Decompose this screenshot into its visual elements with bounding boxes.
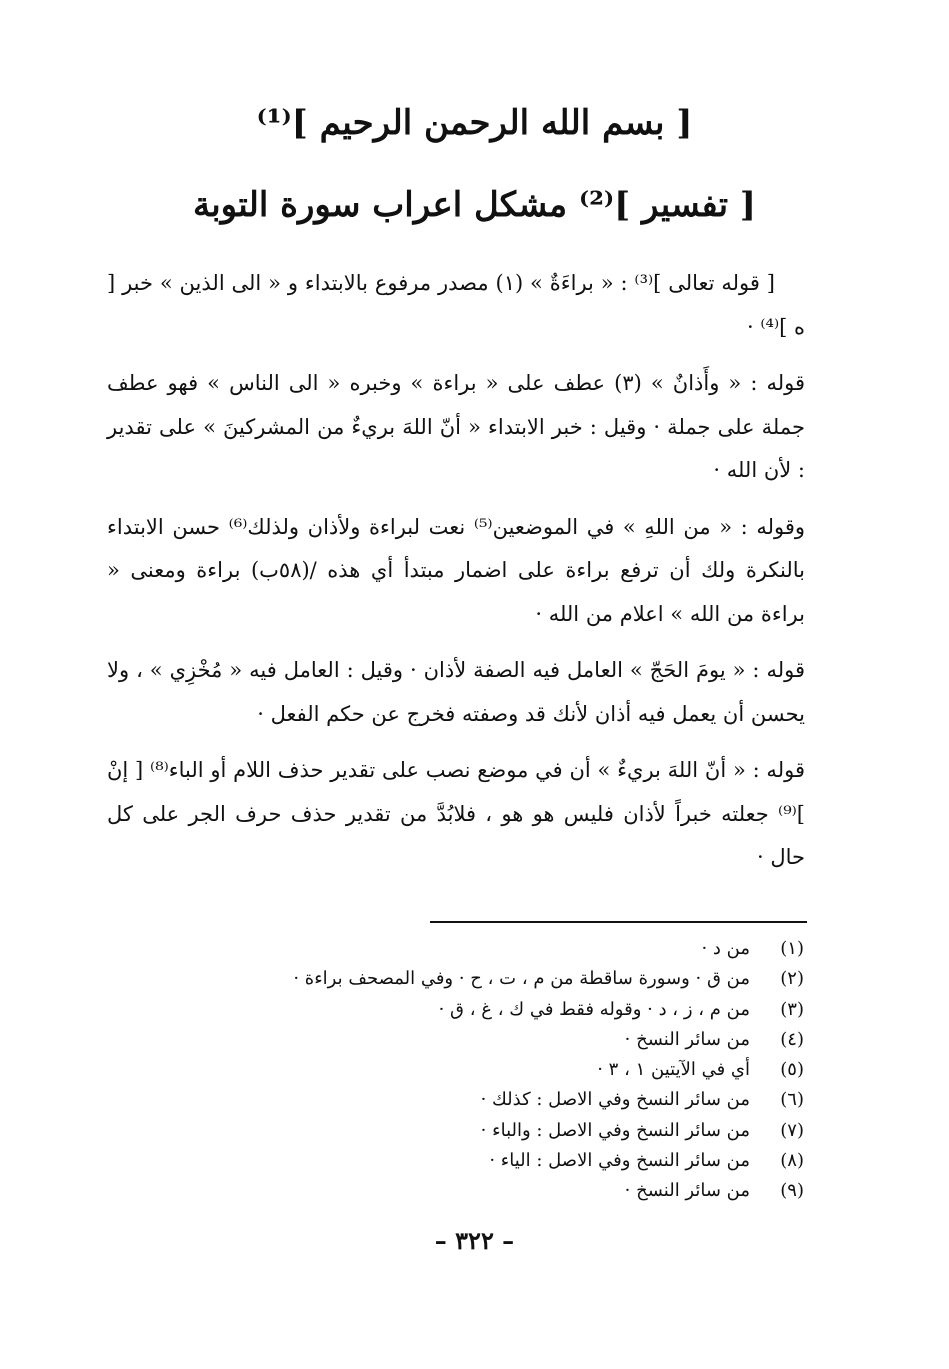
footnote-text: من د ·: [701, 938, 750, 959]
paragraph: قوله : « يومَ الحَجّ » العامل فيه الصفة لأذان · وقيل : العامل فيه « مُخْزِي » ، ولا يحسن أن يعمل فيه أذان لأنك قد وصفته فخرج عن حكم الفعل ·: [107, 658, 805, 726]
paragraph: قوله : « أنّ اللهَ بريءٌ » أن في موضع نصب على تقدير حذف اللام أو الباء⁽⁸⁾ [ إنْ ]⁽⁹⁾ جعلته خبراً لأذان فليس هو هو ، فلابُدَّ من تقدير حذف حرف الجر على كل حال ·: [107, 758, 805, 869]
footnote-item: [164, 964, 804, 994]
footnote-item: [164, 934, 804, 964]
footnote-item: [164, 1116, 804, 1146]
footnotes: [164, 934, 804, 1207]
footnote-item: [164, 1085, 804, 1115]
footnote-item: [164, 1176, 804, 1206]
basmala-heading: [ بسم الله الرحمن الرحيم ]⁽¹⁾: [256, 103, 693, 143]
footnote-text: من م ، ز ، د · وقوله فقط في ك ، غ ، ق ·: [438, 998, 750, 1020]
footnote-text: من ق · وسورة ساقطة من م ، ت ، ح · وفي المصحف براءة ·: [293, 968, 750, 990]
footnote-item: [164, 1055, 804, 1085]
footnote-text: من سائر النسخ وفي الاصل : كذلك ·: [480, 1089, 750, 1111]
footnote-number: (٨): [780, 1150, 804, 1172]
footnote-item: [164, 1146, 804, 1176]
paragraph: وقوله : « من اللهِ » في الموضعين⁽⁵⁾ نعت لبراءة ولأذان ولذلك⁽⁶⁾ حسن الابتداء بالنكرة ولك أن ترفع براءة على اضمار مبتدأ أي هذه /(٥٨ب) براءة ومعنى « براءة من الله » اعلام من الله ·: [107, 514, 806, 626]
footnote-text: من سائر النسخ ·: [624, 1028, 750, 1050]
footnote-number: (٣): [780, 998, 804, 1020]
footnote-number: (٩): [780, 1180, 804, 1202]
footnote-number: (٤): [780, 1028, 804, 1050]
chapter-title: [ تفسير ]⁽²⁾ مشكل اعراب سورة التوبة: [192, 185, 756, 225]
footnote-item: [164, 995, 804, 1025]
footnote-number: (٦): [780, 1089, 804, 1111]
footnote-text: من سائر النسخ ·: [624, 1180, 750, 1202]
footnote-number: (٥): [780, 1059, 804, 1081]
footnote-item: [164, 1025, 804, 1055]
page-number: – ٣٢٢ –: [434, 1226, 515, 1255]
footnote-number: (٢): [780, 968, 804, 990]
footnote-text: من سائر النسخ وفي الاصل : والباء ·: [480, 1119, 750, 1141]
paragraph: قوله : « وأَذانٌ » (٣) عطف على « براءة » وخبره « الى الناس » فهو عطف جملة على جملة · وقيل : خبر الابتداء « أنّ اللهَ بريءٌ من المشركينَ » على تقدير : لأن الله ·: [107, 371, 806, 482]
footnote-text: أي في الآيتين ١ ، ٣ ·: [597, 1059, 750, 1081]
footnote-divider: [430, 921, 807, 923]
footnote-text: من سائر النسخ وفي الاصل : الياء ·: [489, 1150, 750, 1172]
paragraph: [ قوله تعالى ]⁽³⁾ : « براءَةٌ » (١) مصدر مرفوع بالابتداء و « الى الذين » خبر [ ه ]⁽⁴⁾ ·: [107, 271, 805, 339]
footnote-number: (٧): [780, 1119, 804, 1141]
main-text: [107, 262, 805, 893]
footnote-number: (١): [780, 938, 804, 959]
